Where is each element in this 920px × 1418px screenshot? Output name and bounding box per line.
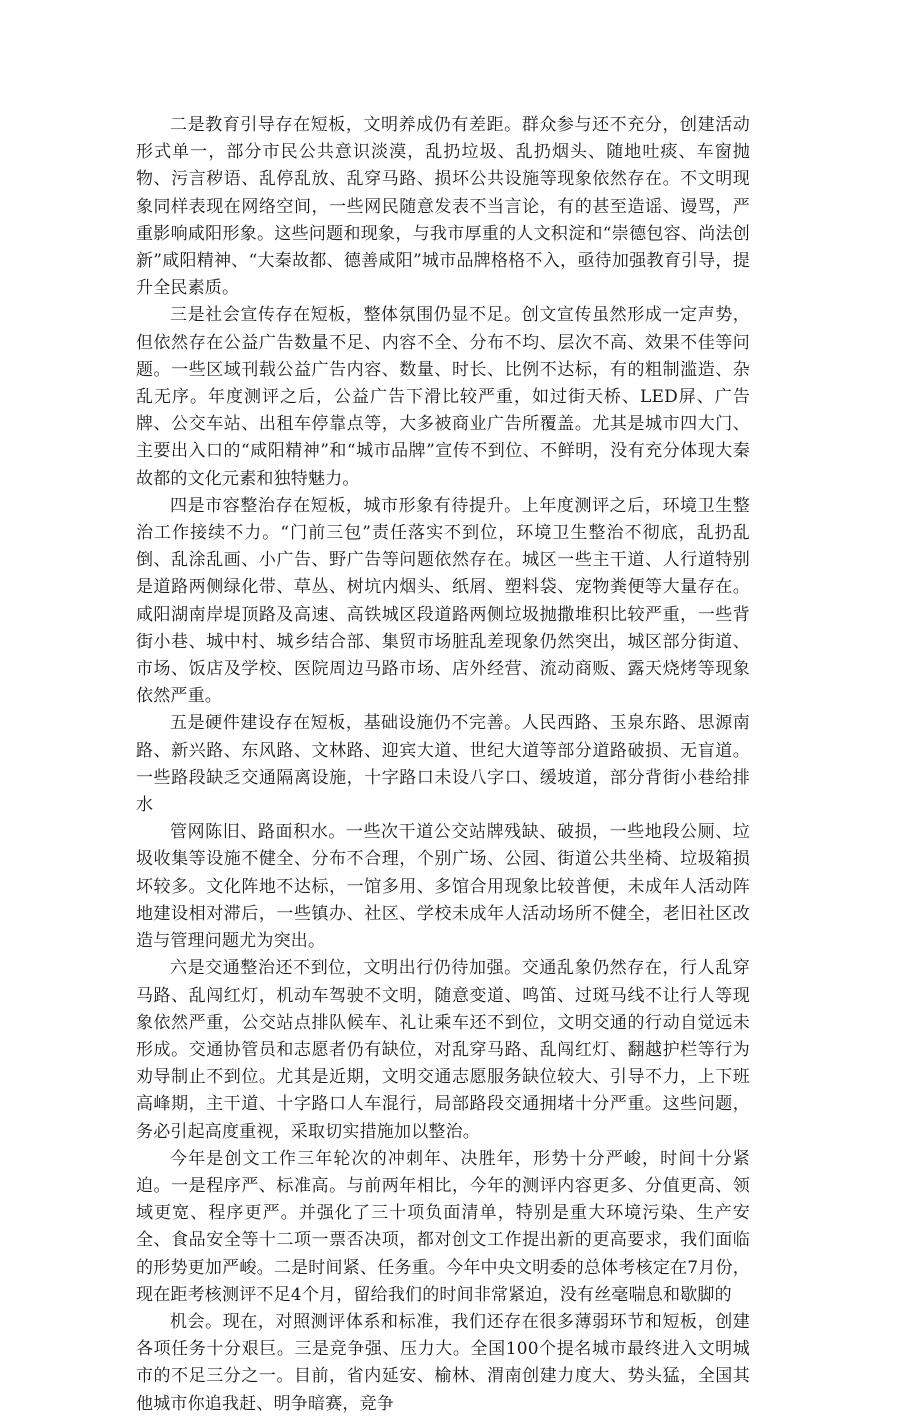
paragraph-city-appearance: 四是市容整治存在短板，城市形象有待提升。上年度测评之后，环境卫生整治工作接续不力。“门前三包”责任落实不到位，环境卫生整治不彻底，乱扔乱倒、乱涂乱画、小广告、野广告等问题依然存在。城区一些主干道、人行道特别是道路两侧绿化带、草丛、树坑内烟头、纸屑、塑料袋、宠物粪便等大量存在。咸阳湖南岸堤顶路及高速、高铁城区段道路两侧垃圾抛撒堆积比较严重，一些背街小巷、城中村、城乡结合部、集贸市场脏乱差现象仍然突出，城区部分街道、市场、饭店及学校、医院周边马路市场、店外经营、流动商贩、露天烧烤等现象依然严重。	[136, 495, 750, 707]
paragraph-situation: 今年是创文工作三年轮次的冲刺年、决胜年，形势十分严峻，时间十分紧迫。一是程序严、标准高。与前两年相比，今年的测评内容更多、分值更高、领域更宽、程序更严。并强化了三十项负面清单，特别是重大环境污染、生产安全、食品安全等十二项一票否决项，都对创文工作提出新的更高要求，我们面临的形势更加严峻。二是时间紧、任务重。今年中央文明委的总体考核定在7月份，现在距考核测评不足4个月，留给我们的时间非常紧迫，没有丝毫喘息和歇脚的	[136, 1148, 750, 1305]
paragraph-infrastructure-continued: 管网陈旧、路面积水。一些次干道公交站牌残缺、破损，一些地段公厕、垃圾收集等设施不健全、分布不合理，个别广场、公园、街道公共坐椅、垃圾箱损坏较多。文化阵地不达标，一馆多用、多馆合用现象比较普便，未成年人活动阵地建设相对滞后，一些镇办、社区、学校未成年人活动场所不健全，老旧社区改造与管理问题尤为突出。	[136, 822, 750, 952]
paragraph-traffic: 六是交通整治还不到位，文明出行仍待加强。交通乱象仍然存在，行人乱穿马路、乱闯红灯，机动车驾驶不文明，随意变道、鸣笛、过斑马线不让行人等现象依然严重，公交站点排队候车、礼让乘车还不到位，文明交通的行动自觉远未形成。交通协管员和志愿者仍有缺位，对乱穿马路、乱闯红灯、翻越护栏等行为劝导制止不到位。尤其是近期，文明交通志愿服务缺位较大、引导不力，上下班高峰期，主干道、十字路口人车混行，局部路段交通拥堵十分严重。这些问题，务必引起高度重视，采取切实措施加以整治。	[136, 958, 750, 1142]
paragraph-infrastructure: 五是硬件建设存在短板，基础设施仍不完善。人民西路、玉泉东路、思源南路、新兴路、东风路、文林路、迎宾大道、世纪大道等部分道路破损、无盲道。一些路段缺乏交通隔离设施，十字路口未设八字口、缓坡道，部分背街小巷给排水	[136, 713, 750, 816]
document-page	[136, 112, 750, 1418]
paragraph-education: 二是教育引导存在短板，文明养成仍有差距。群众参与还不充分，创建活动形式单一，部分市民公共意识淡漠，乱扔垃圾、乱扔烟头、随地吐痰、车窗抛物、污言秽语、乱停乱放、乱穿马路、损坏公共设施等现象依然存在。不文明现象同样表现在网络空间，一些网民随意发表不当言论，有的甚至造谣、谩骂，严重影响咸阳形象。这些问题和现象，与我市厚重的人文积淀和“崇德包容、尚法创新”咸阳精神、“大秦故都、德善咸阳”城市品牌格格不入，亟待加强教育引导，提升全民素质。	[136, 115, 750, 299]
paragraph-situation-continued: 机会。现在，对照测评体系和标准，我们还存在很多薄弱环节和短板，创建各项任务十分艰巨。三是竞争强、压力大。全国100个提名城市最终进入文明城市的不足三分之一。目前，省内延安、榆林、渭南创建力度大、势头猛，全国其他城市你追我赶、明争暗赛，竞争	[136, 1311, 750, 1414]
paragraph-publicity: 三是社会宣传存在短板，整体氛围仍显不足。创文宣传虽然形成一定声势，但依然存在公益广告数量不足、内容不全、分布不均、层次不高、效果不佳等问题。一些区域刊载公益广告内容、数量、时长、比例不达标，有的粗制滥造、杂乱无序。年度测评之后，公益广告下滑比较严重，如过街天桥、LED屏、广告牌、公交车站、出租车停靠点等，大多被商业广告所覆盖。尤其是城市四大门、主要出入口的“咸阳精神”和“城市品牌”宣传不到位、不鲜明，没有充分体现大秦故都的文化元素和独特魅力。	[136, 305, 750, 489]
